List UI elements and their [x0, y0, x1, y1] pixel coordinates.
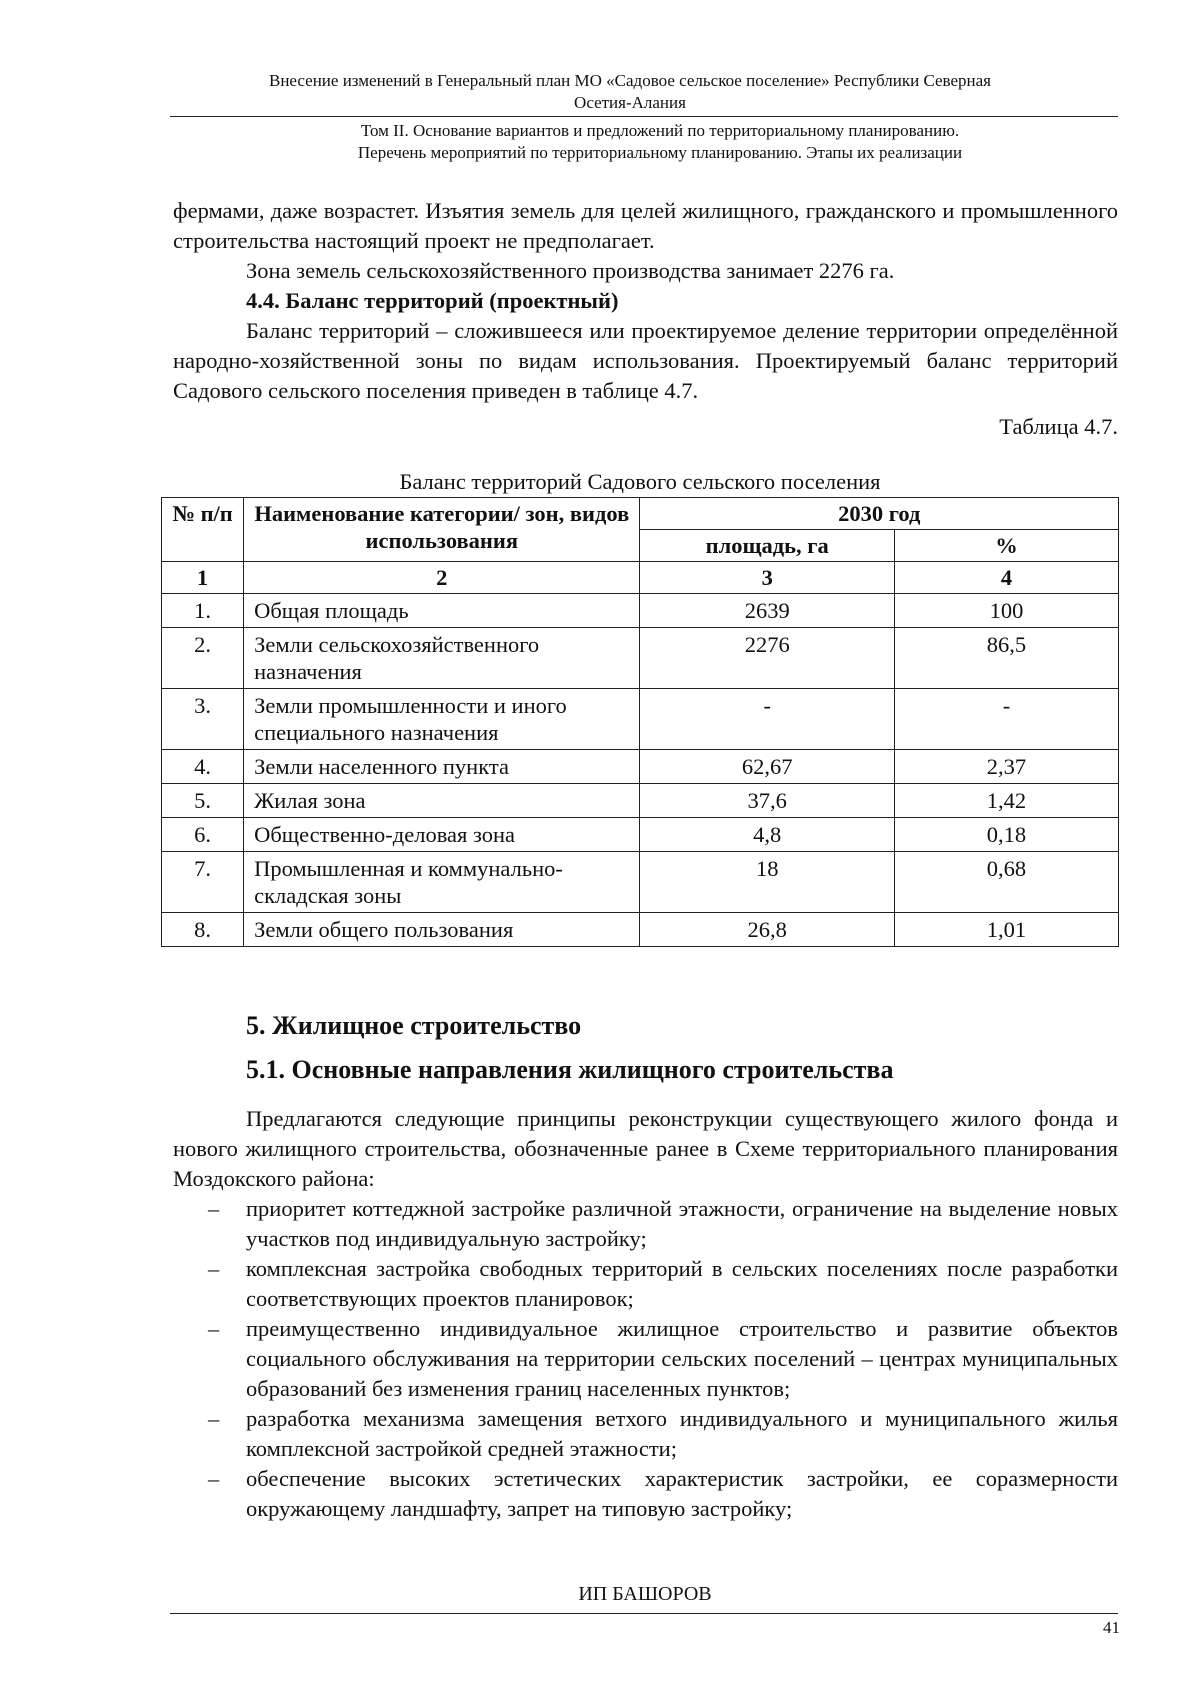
intro-paragraph-2: Зона земель сельскохозяйственного производства занимает 2276 га. — [246, 258, 895, 283]
header-area: площадь, га — [640, 530, 894, 562]
table-row — [162, 689, 1119, 750]
header-title — [170, 70, 1090, 114]
cell-pct: 1,01 — [894, 913, 1118, 947]
table-row — [162, 750, 1119, 784]
cell-pct: 0,68 — [894, 852, 1118, 913]
page-number: 41 — [1103, 1618, 1120, 1637]
table-row — [162, 852, 1119, 913]
dash-bullet: – — [208, 1466, 220, 1491]
cell-area: 4,8 — [640, 818, 894, 852]
cell-num: 8. — [162, 913, 244, 947]
table-header-row — [162, 498, 1119, 530]
cell-name: Жилая зона — [244, 784, 640, 818]
cell-pct: 0,18 — [894, 818, 1118, 852]
cell-pct: 2,37 — [894, 750, 1118, 784]
section-5-1-title: 5.1. Основные направления жилищного строительства — [246, 1055, 894, 1084]
index-cell: 2 — [244, 562, 640, 594]
list-item-text: комплексная застройка свободных территорий в сельских поселениях после разработки соответствующих проектов планировок; — [246, 1256, 1118, 1311]
cell-num: 7. — [162, 852, 244, 913]
table-index-row — [162, 562, 1119, 594]
cell-num: 5. — [162, 784, 244, 818]
header-subtitle — [200, 120, 1120, 164]
list-item — [173, 1254, 1118, 1314]
header-line-4: Перечень мероприятий по территориальному планированию. Этапы их реализации — [357, 143, 963, 162]
dash-bullet: – — [208, 1316, 220, 1341]
cell-pct: 86,5 — [894, 628, 1118, 689]
table-row — [162, 818, 1119, 852]
intro-block — [173, 196, 1118, 442]
table-caption: Баланс территорий Садового сельского поселения — [399, 469, 881, 494]
intro-paragraph-3: Баланс территорий – сложившееся или проектируемое деление территории определённой народно-хозяйственной зоны по видам использования. Проектируемый баланс территорий Садового сельского поселения приведен в таблице 4.7. — [173, 318, 1118, 403]
cell-name: Промышленная и коммунально-складская зоны — [244, 852, 640, 913]
cell-area: 26,8 — [640, 913, 894, 947]
section-heading-4-4: 4.4. Баланс территорий (проектный) — [246, 288, 619, 313]
section-5-title: 5. Жилищное строительство — [246, 1011, 582, 1040]
cell-pct: - — [894, 689, 1118, 750]
cell-num: 4. — [162, 750, 244, 784]
cell-area: 2276 — [640, 628, 894, 689]
cell-name: Земли населенного пункта — [244, 750, 640, 784]
cell-name: Общая площадь — [244, 594, 640, 628]
section-5-body — [173, 1104, 1118, 1524]
footer-company: ИП БАШОРОВ — [578, 1583, 712, 1605]
list-item-text: разработка механизма замещения ветхого индивидуального и муниципального жилья комплексной застройкой средней этажности; — [246, 1406, 1118, 1461]
table-row — [162, 784, 1119, 818]
index-cell: 1 — [162, 562, 244, 594]
cell-pct: 100 — [894, 594, 1118, 628]
section-5-intro: Предлагаются следующие принципы реконструкции существующего жилого фонда и нового жилищного строительства, обозначенные ранее в Схеме территориального планирования Моздокского района: — [173, 1106, 1118, 1191]
cell-area: 62,67 — [640, 750, 894, 784]
list-item — [173, 1464, 1118, 1524]
header-line-3: Том II. Основание вариантов и предложений по территориальному планированию. — [360, 121, 960, 140]
cell-num: 2. — [162, 628, 244, 689]
table-row — [162, 628, 1119, 689]
footer-divider — [170, 1613, 1118, 1614]
cell-pct: 1,42 — [894, 784, 1118, 818]
cell-num: 3. — [162, 689, 244, 750]
index-cell: 4 — [894, 562, 1118, 594]
table-row — [162, 913, 1119, 947]
header-line-1: Внесение изменений в Генеральный план МО «Садовое сельское поселение» Республики Северная — [269, 71, 991, 90]
cell-num: 6. — [162, 818, 244, 852]
cell-area: 2639 — [640, 594, 894, 628]
cell-area: - — [640, 689, 894, 750]
list-item — [173, 1404, 1118, 1464]
cell-name: Земли промышленности и иного специального назначения — [244, 689, 640, 750]
header-year: 2030 год — [640, 498, 1119, 530]
list-item-text: приоритет коттеджной застройке различной этажности, ограничение на выделение новых участков под индивидуальную застройку; — [246, 1196, 1118, 1251]
cell-area: 18 — [640, 852, 894, 913]
cell-area: 37,6 — [640, 784, 894, 818]
cell-name: Общественно-деловая зона — [244, 818, 640, 852]
cell-name: Земли общего пользования — [244, 913, 640, 947]
list-item-text: обеспечение высоких эстетических характеристик застройки, ее соразмерности окружающему ландшафту, запрет на типовую застройку; — [246, 1466, 1118, 1521]
dash-bullet: – — [208, 1406, 220, 1431]
dash-bullet: – — [208, 1196, 220, 1221]
header-num: № п/п — [162, 498, 244, 562]
dash-bullet: – — [208, 1256, 220, 1281]
balance-table — [161, 497, 1119, 947]
index-cell: 3 — [640, 562, 894, 594]
header-pct: % — [894, 530, 1118, 562]
table-label: Таблица 4.7. — [999, 414, 1118, 439]
cell-num: 1. — [162, 594, 244, 628]
list-item-text: преимущественно индивидуальное жилищное строительство и развитие объектов социального обслуживания на территории сельских поселений – центрах муниципальных образований без изменения границ населенных пунктов; — [246, 1316, 1118, 1401]
principles-list — [173, 1194, 1118, 1524]
cell-name: Земли сельскохозяйственного назначения — [244, 628, 640, 689]
header-line-2: Осетия-Алания — [574, 93, 686, 112]
intro-paragraph-1: фермами, даже возрастет. Изъятия земель для целей жилищного, гражданского и промышленного строительства настоящий проект не предполагает. — [173, 198, 1118, 253]
header-name: Наименование категории/ зон, видов использования — [244, 498, 640, 562]
list-item — [173, 1194, 1118, 1254]
list-item — [173, 1314, 1118, 1404]
header-divider — [170, 116, 1118, 117]
table-row — [162, 594, 1119, 628]
